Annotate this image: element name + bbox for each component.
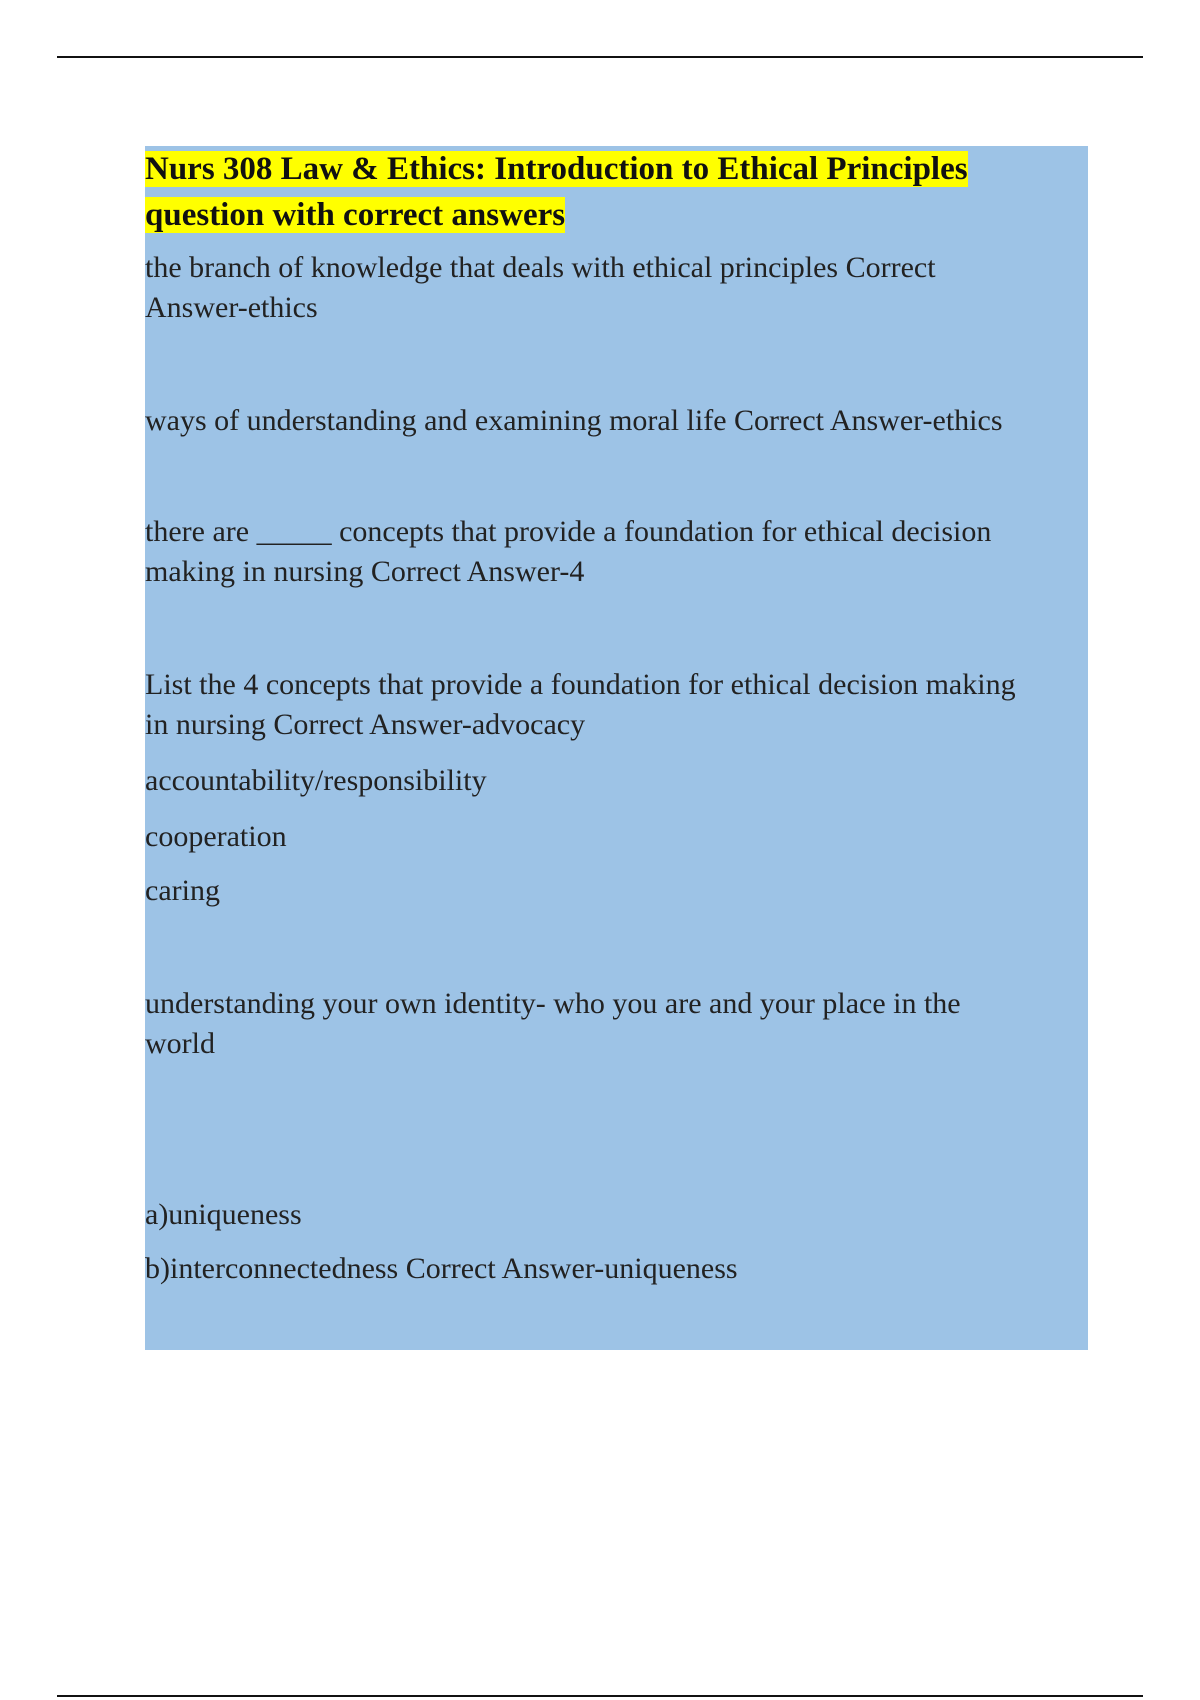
text-line: caring [145, 874, 220, 907]
question-paragraph [145, 665, 1088, 745]
text-line: the branch of knowledge that deals with ethical principles Correct [145, 251, 936, 284]
answer-paragraph [145, 817, 1088, 857]
document-content-block [145, 146, 1088, 1350]
question-paragraph [145, 512, 1088, 592]
option-paragraph [145, 1249, 1088, 1289]
text-line: Answer-ethics [145, 291, 318, 324]
answer-paragraph [145, 761, 1088, 801]
text-line: accountability/responsibility [145, 764, 487, 797]
text-line: a)uniqueness [145, 1198, 302, 1231]
question-paragraph [145, 248, 1088, 328]
question-paragraph [145, 984, 1088, 1064]
answer-paragraph [145, 871, 1088, 911]
text-line: b)interconnectedness Correct Answer-uniqueness [145, 1252, 738, 1285]
text-line: ways of understanding and examining moral life Correct Answer-ethics [145, 404, 1003, 437]
footer-rule [57, 1695, 1143, 1697]
title-line-1: Nurs 308 Law & Ethics: Introduction to Ethical Principles [145, 151, 968, 187]
text-line: making in nursing Correct Answer-4 [145, 555, 585, 588]
option-paragraph [145, 1195, 1088, 1235]
header-rule [57, 56, 1143, 58]
text-line: in nursing Correct Answer-advocacy [145, 708, 586, 741]
text-line: understanding your own identity- who you are and your place in the [145, 987, 961, 1020]
text-line: cooperation [145, 820, 287, 853]
text-line: world [145, 1027, 215, 1060]
text-line: there are _____ concepts that provide a foundation for ethical decision [145, 515, 992, 548]
text-line: List the 4 concepts that provide a foundation for ethical decision making [145, 668, 1016, 701]
title-line-2: question with correct answers [145, 197, 566, 233]
question-paragraph [145, 401, 1088, 441]
document-title [145, 146, 1088, 238]
